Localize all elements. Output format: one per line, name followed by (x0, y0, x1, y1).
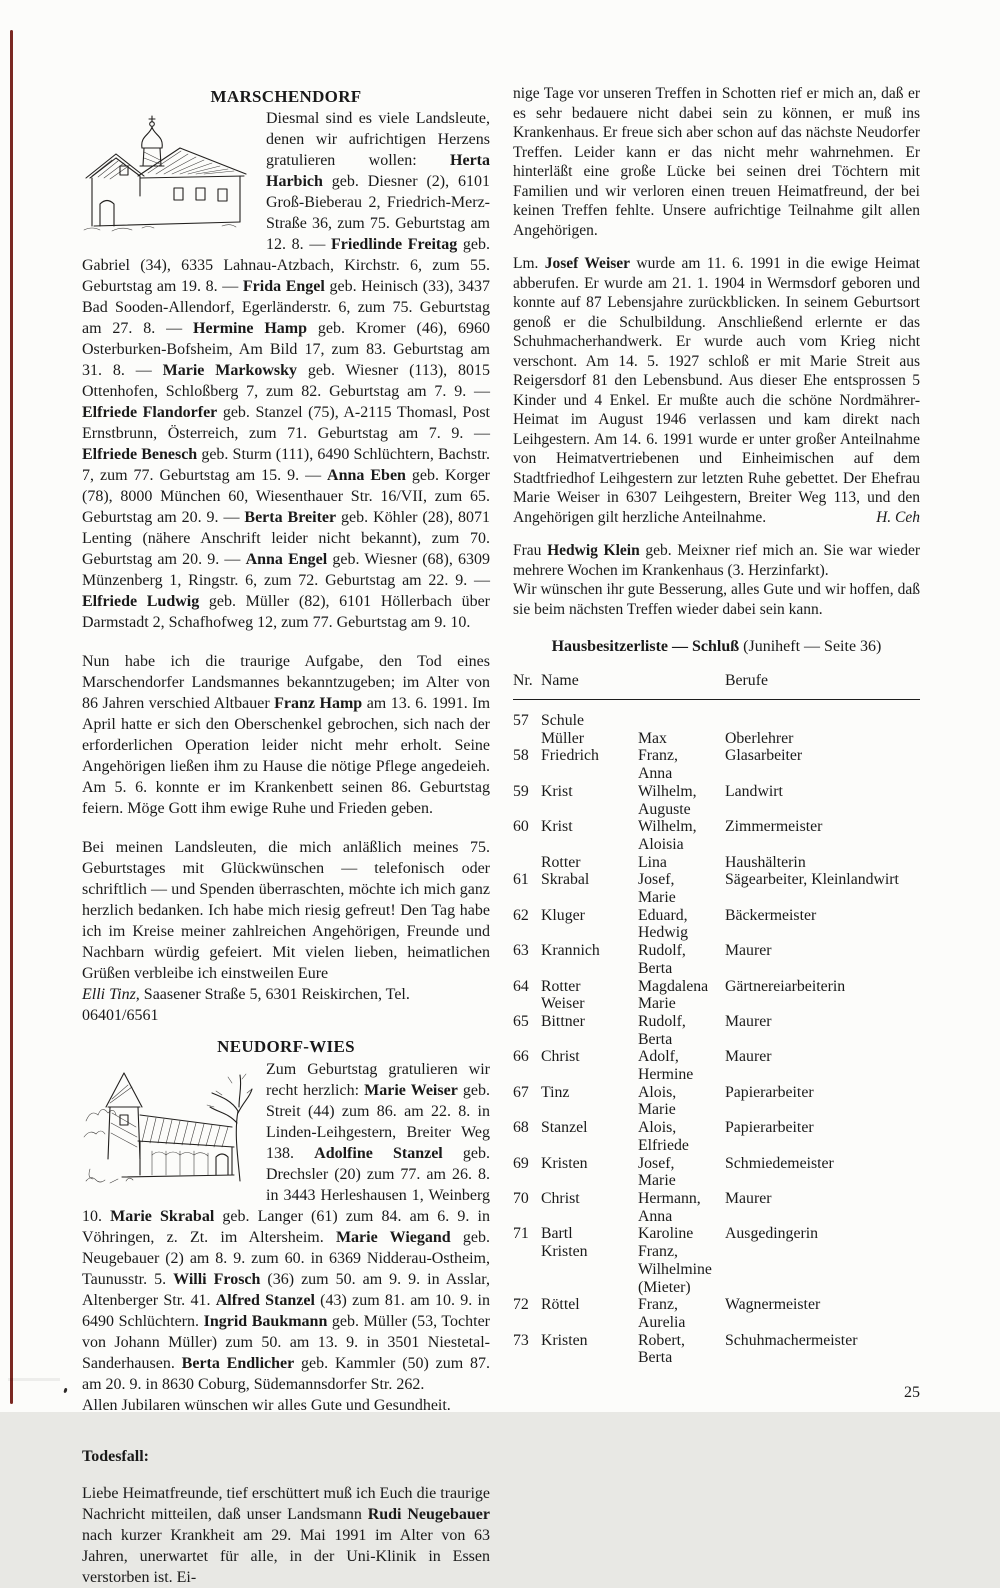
text-run: geb. Wiesner (68), 6309 Münzenberg 1, Ringstr. 6, zum 72. Geburtstag am 22. 9. — (82, 551, 491, 589)
text-run: am 13. 6. 1991. Im April hatte er sich den Oberschenkel gebrochen, sich nach der erforderlichen Operation leider nicht mehr erholt. Seine Angehörigen ließen ihm zu Hause die nötige Pflege angedeieh. Am 5. 6. konnte er im Krankenbett seinen 86. Geburtstag feiern. Möge Gott ihm ewige Ruhe und Frieden geben. (82, 695, 491, 817)
text-run: Saasener Straße 5, 6301 Reiskirchen, Tel. 06401/6561 (82, 986, 410, 1024)
josef-weiser-obituary-paragraph (513, 254, 920, 527)
house-list-row (513, 1155, 920, 1190)
house-list-cell-nr (513, 1225, 541, 1296)
cell-line: Krist (541, 818, 573, 836)
cell-line: Kristen (541, 1154, 588, 1172)
cell-line: Wilhelm, (638, 782, 697, 800)
cell-line: Adolf, (638, 1048, 679, 1066)
cell-line: Zimmermeister (725, 818, 823, 836)
cell-line: Wilhelmine (638, 1260, 712, 1278)
house-list-cell-beruf (725, 747, 920, 782)
cell-line: Maurer (725, 1048, 772, 1066)
house-list-heading (513, 637, 920, 657)
house-list-cell-name (541, 783, 638, 818)
house-list-cell-beruf (725, 730, 920, 748)
house-list-cell-nr (513, 1084, 541, 1119)
house-list-cell-nr (513, 978, 541, 1013)
bold-text-run: Hausbesitzerliste — Schluß (551, 638, 740, 655)
house-list-cell-name (541, 854, 638, 872)
cell-line (725, 712, 920, 730)
house-list-cell-nr (513, 871, 541, 906)
bold-text-run: Berta Endlicher (181, 1355, 295, 1372)
house-list-cell-nr (513, 1155, 541, 1190)
house-list-cell-name (541, 730, 638, 748)
house-list-row (513, 1296, 920, 1331)
cell-line: Kluger (541, 906, 585, 924)
cell-line: Marie (638, 889, 676, 907)
cell-line: Josef, (638, 1154, 675, 1172)
text-run: geb. Korger (78), 8000 München 60, Wiesenthauer Str. 16/VII, zum 65. Geburtstag am 20. 9. — (82, 467, 490, 526)
cell-line: 72 (513, 1296, 529, 1314)
cell-line: Röttel (541, 1296, 580, 1314)
cell-line: Krannich (541, 942, 600, 960)
house-list-cell-name (541, 818, 638, 853)
house-list-cell-name (541, 942, 638, 977)
house-list-cell-name (541, 1084, 638, 1119)
house-list-row (513, 1225, 920, 1296)
text-run: Bei meinen Landsleuten, die mich anläßlich meines 75. Geburtstages mit Glückwünschen — telefonisch oder schriftlich — und Spenden überraschten, möchte ich mich ganz herzlich bedanken. Ich habe mich riesig gefreut! Den Tag habe ich im Kreise meiner zahlreichen Angehörigen, Freunde und Nachbarn würdig gefeiert. Mit vielen lieben, heimatlichen Grüßen verbleibe ich einstweilen Eure (82, 839, 490, 982)
text-run: geb. Sturm (111), 6490 Schlüchtern, Bachstr. 7, zum 77. Geburtstag am 15. 9. — (82, 446, 491, 484)
scan-binding-edge-line (10, 30, 13, 1404)
bold-text-run: Hedwig Klein (547, 542, 640, 559)
cell-line: 63 (513, 942, 529, 960)
house-list-cell-name (541, 1048, 638, 1083)
text-run: Liebe Heimatfreunde, tief erschüttert muß ich Euch die traurige Nachricht mitteilen, daß unser Landsmann (82, 1485, 490, 1523)
house-list-cell-beruf (725, 1084, 920, 1119)
column-header-berufe: Berufe (725, 671, 768, 689)
text-run: geb. Stanzel (75), A-2115 Thomasl, Post Ernstbrunn, Österreich, zum 71. Geburtstag am 7. 9. — (82, 404, 490, 442)
house-list-rows (513, 712, 920, 1367)
bold-text-run: Adolfine Stanzel (314, 1145, 443, 1162)
text-run: geb. Müller (53, Tochter von Johann Müller) zum 50. am 13. 9. in 3501 Niestetal-Sanderhausen. (82, 1313, 490, 1372)
house-list-cell-vorname (638, 871, 725, 906)
cell-line: Ausgedingerin (725, 1225, 819, 1243)
house-list-cell-name (541, 871, 638, 906)
house-list-cell-name (541, 1332, 638, 1367)
right-column (513, 84, 920, 1403)
cell-line: Robert, (638, 1331, 685, 1349)
cell-line: 70 (513, 1189, 529, 1207)
section-title-neudorf-wies: NEUDORF-WIES (217, 1037, 355, 1056)
cell-line: Marie (638, 995, 676, 1013)
cell-line: Papierarbeiter (725, 1083, 814, 1101)
house-list-cell-name (541, 712, 638, 730)
house-list-cell-nr (513, 942, 541, 977)
cell-line: Anna (638, 765, 673, 783)
house-list-cell-vorname (638, 818, 725, 853)
house-list-cell-beruf (725, 978, 920, 1013)
house-list-cell-beruf (725, 942, 920, 977)
cell-line: Eduard, (638, 906, 688, 924)
house-list-cell-nr (513, 1332, 541, 1367)
house-list-row (513, 1048, 920, 1083)
house-list-cell-vorname (638, 978, 725, 1013)
cell-line: Franz, (638, 1243, 678, 1261)
bold-text-run: Anna Eben (327, 467, 406, 484)
text-run: geb. Langer (61) zum 84. am 6. 9. in Vöhringen, z. Zt. im Altersheim. (82, 1208, 491, 1246)
house-list-cell-vorname (638, 783, 725, 818)
page-number: 25 (904, 1384, 920, 1402)
house-list-row (513, 871, 920, 906)
cell-line: 57 (513, 712, 529, 729)
cell-line: Hermine (638, 1066, 694, 1084)
bold-text-run: Marie Wiegand (335, 1229, 451, 1246)
bold-text-run: Anna Engel (245, 551, 328, 568)
cell-line: 62 (513, 906, 529, 924)
rudi-neugebauer-obituary-paragraph (82, 1483, 490, 1588)
house-list-cell-nr (513, 730, 541, 748)
text-run: Nun habe ich die traurige Aufgabe, den Tod eines Marschendorfer Landsmannes bekanntzugeben; im Alter von 86 Jahren verschied Altbauer (82, 653, 490, 712)
cell-line: Schuhmachermeister (725, 1331, 858, 1349)
house-list-row (513, 730, 920, 748)
bold-text-run: Elfriede Flandorfer (82, 404, 218, 421)
bold-text-run: Ingrid Baukmann (203, 1313, 328, 1330)
house-list-cell-vorname (638, 942, 725, 977)
house-list-cell-beruf (725, 871, 920, 906)
bold-text-run: Frida Engel (242, 278, 325, 295)
house-list-row (513, 942, 920, 977)
cell-line: Marie (638, 1172, 676, 1190)
cell-line: 69 (513, 1154, 529, 1172)
elli-tinz-thanks-paragraph (82, 837, 490, 984)
cell-line: Maurer (725, 1012, 772, 1030)
cell-line: Stanzel (541, 1119, 588, 1137)
text-run: geb. Meixner rief mich an. Sie war wieder mehrere Wochen im Krankenhaus (3. Herzinfarkt). (513, 542, 920, 579)
cell-line: Marie (638, 1101, 676, 1119)
house-list-cell-nr (513, 818, 541, 853)
house-list-cell-nr (513, 1296, 541, 1331)
house-list-row (513, 978, 920, 1013)
text-run: geb. Müller (82), 6101 Höllerbach über Darmstadt 2, Schafhofweg 12, zum 77. Geburtstag am 9. 10. (82, 593, 491, 631)
text-run: geb. Gabriel (34), 6335 Lahnau-Atzbach, Kirchstr. 6, zum 55. Geburtstag am 19. 8. — (82, 236, 490, 295)
house-list-cell-beruf (725, 783, 920, 818)
cell-line: Haushälterin (725, 853, 806, 871)
marschendorf-birthdays-paragraph (82, 108, 490, 633)
marschendorf-church-illustration (82, 114, 252, 232)
cell-line: Schmiedemeister (725, 1154, 834, 1172)
cell-line: 60 (513, 818, 529, 836)
cell-line: Rudolf, (638, 1012, 686, 1030)
house-list-row (513, 783, 920, 818)
cell-line: Friedrich (541, 747, 599, 765)
house-list-cell-name (541, 978, 638, 1013)
text-run: geb. Köhler (28), 8071 Lenting (nähere Anschrift leider nicht bekannt), zum 70. Geburtstag am 20. 9. — (82, 509, 491, 568)
house-list-cell-vorname (638, 907, 725, 942)
bold-text-run: Elfriede Ludwig (82, 593, 200, 610)
house-list-cell-vorname (638, 712, 725, 730)
text-run: Lm. (513, 255, 545, 272)
column-header-name: Name (541, 671, 579, 689)
cell-line: Bäckermeister (725, 906, 817, 924)
house-list-cell-beruf (725, 1048, 920, 1083)
house-list-cell-nr (513, 747, 541, 782)
house-list-cell-nr (513, 783, 541, 818)
house-list-cell-vorname (638, 1225, 725, 1296)
house-list-cell-vorname (638, 854, 725, 872)
cell-line: Hedwig (638, 924, 689, 942)
house-list-cell-vorname (638, 1084, 725, 1119)
text-run: geb. Diesner (2), 6101 Groß-Bieberau 2, Friedrich-Merz-Straße 36, zum 75. Geburtstag am 12. 8. — (266, 173, 490, 253)
text-run: nach kurzer Krankheit am 29. Mai 1991 im Alter von 63 Jahren, unerwartet für alle, in der Uni-Klinik in Essen verstorben ist. Ei- (82, 1527, 490, 1586)
cell-line: Magdalena (638, 977, 709, 995)
cell-line: Franz, (638, 747, 678, 765)
italic-text-run: Elli Tinz, (82, 986, 140, 1003)
text-run: nige Tage vor unseren Treffen in Schotten rief er mich an, daß er es sehr bedauere nicht dabei sein zu können, er muß ins Krankenhaus. Er freue sich aber schon auf das nächste Neudorfer Treffen. Leider kann er das nicht mehr wahrnehmen. Er hinterläßt eine große Lücke bei seinen drei Töchtern mit Familien und wir verloren einen treuen Heimatfreund, der bei keinen Treffen fehlte. Unsere aufrichtige Teilnahme gilt allen Angehörigen. (513, 85, 920, 239)
cell-line: 71 (513, 1225, 529, 1243)
bold-text-run: Franz Hamp (274, 695, 363, 712)
house-list-cell-vorname (638, 1190, 725, 1225)
text-run: Diesmal sind es viele Landsleute, denen wir aufrichtigen Herzens gratulieren wollen: (266, 110, 490, 169)
house-list-cell-nr (513, 1190, 541, 1225)
cell-line: Hermann, (638, 1189, 701, 1207)
bold-text-run: Alfred Stanzel (215, 1292, 315, 1309)
house-list-cell-name (541, 1013, 638, 1048)
signature-text: H. Ceh (876, 508, 920, 526)
cell-line: Müller (541, 729, 584, 747)
cell-line: Elfriede (638, 1136, 689, 1154)
cell-line: 65 (513, 1012, 529, 1030)
house-list-cell-vorname (638, 747, 725, 782)
cell-line: Christ (541, 1189, 580, 1207)
left-column (82, 86, 490, 1588)
cell-line: 58 (513, 747, 529, 765)
todesfall-heading: Todesfall: (82, 1448, 149, 1465)
bold-text-run: Willi Frosch (173, 1271, 261, 1288)
cell-line: Rudolf, (638, 942, 686, 960)
cell-line: Krist (541, 782, 573, 800)
cell-line: (Mieter) (638, 1278, 691, 1296)
bold-text-run: Hermine Hamp (193, 320, 308, 337)
cell-line: Rotter (541, 853, 581, 871)
house-list-cell-beruf (725, 854, 920, 872)
house-list-cell-vorname (638, 1332, 725, 1367)
scan-smudge-mark (8, 1378, 60, 1381)
cell-line: Maurer (725, 1189, 772, 1207)
house-list-cell-vorname (638, 730, 725, 748)
cell-line: 61 (513, 871, 529, 889)
text-run: Zum Geburtstag gratulieren wir recht herzlich: (266, 1061, 490, 1099)
cell-line: Bittner (541, 1012, 585, 1030)
house-list-cell-nr (513, 907, 541, 942)
house-list-row (513, 712, 920, 730)
text-run: Wir wünschen ihr gute Besserung, alles Gute und wir hoffen, daß sie beim nächsten Treffen wieder dabei sein kann. (513, 581, 920, 618)
cell-line: Franz, (638, 1296, 678, 1314)
cell-line: Papierarbeiter (725, 1119, 814, 1137)
cell-line: Max (638, 729, 667, 747)
column-header-nr: Nr. (513, 671, 533, 689)
cell-line: Alois, (638, 1083, 677, 1101)
cell-line: Sägearbeiter, Kleinlandwirt (725, 871, 899, 889)
cell-line: Bartl (541, 1225, 573, 1243)
church-with-tree-sketch-icon (82, 1063, 254, 1191)
house-list-row (513, 747, 920, 782)
bold-text-run: Marie Weiser (364, 1082, 458, 1099)
village-church-sketch-icon (82, 114, 252, 232)
house-list-cell-nr (513, 1013, 541, 1048)
text-run: geb. Drechsler (20) zum 77. am 26. 8. in 3443 Herleshausen 1, Weinberg 10. (82, 1145, 490, 1225)
house-list-cell-name (541, 1225, 638, 1296)
cell-line (638, 712, 725, 730)
cell-line: Weiser (541, 995, 585, 1013)
house-list-row (513, 818, 920, 853)
hedwig-klein-paragraph (513, 541, 920, 619)
text-run: geb. Kromer (46), 6960 Osterburken-Bofsheim, Am Bild 17, zum 83. Geburtstag am 31. 8. — (82, 320, 491, 379)
house-list-cell-beruf (725, 907, 920, 942)
house-list-cell-beruf (725, 1225, 920, 1296)
cell-line: Alois, (638, 1119, 677, 1137)
cell-line: Tinz (541, 1083, 570, 1101)
text-run: (36) zum 50. am 9. 9. in Asslar, Altenberger Str. 41. (82, 1271, 490, 1309)
cell-line: Wagnermeister (725, 1296, 821, 1314)
cell-line: Berta (638, 959, 673, 977)
cell-line: Glasarbeiter (725, 747, 803, 765)
house-list-cell-name (541, 1190, 638, 1225)
column-header-spacer (638, 671, 725, 691)
cell-line: Anna (638, 1207, 673, 1225)
text-run: wurde am 11. 6. 1991 in die ewige Heimat abberufen. Er wurde am 21. 1. 1904 in Wermsdorf geboren und konnte auf 87 Lebensjahre zurückblicken. In seinem Geburtsort genoß er die Schulbildung. Anschließend erlernte er das Schuhmacherhandwerk. Er wurde auch vom Krieg nicht verschont. Am 14. 5. 1927 schloß er mit Marie Streit aus Reigersdorf 81 den Lebensbund. Aus dieser Ehe entsprossen 5 Kinder und 4 Enkel. Er mußte auch die schöne Nordmährer-Heimat im August 1946 verlassen und kam direkt nach Leihgestern. Am 14. 6. 1991 wurde er unter großer Anteilnahme von Heimatvertriebenen und Einheimischen auf dem Stadtfriedhof Leihgestern zur letzten Ruhe gebettet. Der Ehefrau Marie Weiser in 6307 Leihgestern, Breiter Weg 113, und den Angehörigen gilt herzliche Anteilnahme. (513, 255, 920, 526)
cell-line: Skrabal (541, 871, 590, 889)
bold-text-run: Herta Harbich (266, 152, 490, 190)
bold-text-run: Josef Weiser (544, 255, 631, 272)
text-run: geb. Streit (44) zum 86. am 22. 8. in Linden-Leihgestern, Breiter Weg 138. (266, 1082, 490, 1162)
house-list-cell-vorname (638, 1296, 725, 1331)
cell-line (513, 730, 541, 748)
cell-line: 68 (513, 1119, 529, 1137)
cell-line: Schule (541, 712, 584, 729)
bold-text-run: Rudi Neugebauer (367, 1506, 491, 1523)
bold-text-run: Friedlinde Freitag (331, 236, 458, 253)
house-list-cell-beruf (725, 1155, 920, 1190)
cell-line: 73 (513, 1331, 529, 1349)
house-list-cell-beruf (725, 1332, 920, 1367)
house-list-cell-beruf (725, 1296, 920, 1331)
bold-text-run: Marie Markowsky (162, 362, 298, 379)
cell-line: Maurer (725, 942, 772, 960)
cell-line: Berta (638, 1349, 673, 1367)
house-list-row (513, 854, 920, 872)
cell-line: Aloisia (638, 835, 684, 853)
house-list-row (513, 1119, 920, 1154)
house-list-cell-nr (513, 854, 541, 872)
cell-line (513, 854, 541, 872)
house-list-cell-vorname (638, 1155, 725, 1190)
cell-line: Landwirt (725, 782, 783, 800)
cell-line: 64 (513, 977, 529, 995)
bold-text-run: Elfriede Benesch (82, 446, 198, 463)
text-run: geb. Heinisch (33), 3437 Bad Sooden-Allendorf, Egerländerstr. 6, zum 75. Geburtstag am 27. 8. — (82, 278, 490, 337)
house-list-row (513, 1013, 920, 1048)
cell-line: Karoline (638, 1225, 694, 1243)
cell-line: Aurelia (638, 1313, 686, 1331)
cell-line: Christ (541, 1048, 580, 1066)
house-list-cell-name (541, 1296, 638, 1331)
text-run: geb. Wiesner (113), 8015 Ottenhofen, Schloßberg 7, zum 82. Geburtstag am 7. 9. — (82, 362, 491, 400)
cell-line: Josef, (638, 871, 675, 889)
house-list-cell-name (541, 747, 638, 782)
text-run: geb. Kammler (50) zum 87. am 20. 9. in 8630 Coburg, Südemannsdorfer Str. 262. (82, 1355, 491, 1393)
section-title-marschendorf: MARSCHENDORF (210, 87, 362, 106)
jubilee-wishes-line: Allen Jubilaren wünschen wir alles Gute und Gesundheit. (82, 1397, 451, 1414)
cell-line: 66 (513, 1048, 529, 1066)
scan-ink-speck (63, 1388, 67, 1394)
house-list-cell-nr (513, 1119, 541, 1154)
cell-line: Rotter (541, 977, 581, 995)
house-list-cell-name (541, 1155, 638, 1190)
house-list-cell-beruf (725, 818, 920, 853)
cell-line: Kristen (541, 1243, 588, 1261)
franz-hamp-obituary-paragraph (82, 651, 490, 819)
house-list-cell-name (541, 1119, 638, 1154)
text-run: (Juniheft — Seite 36) (739, 638, 882, 655)
cell-line: Lina (638, 853, 667, 871)
house-list-row (513, 1332, 920, 1367)
house-list-cell-nr (513, 712, 541, 730)
house-list-cell-beruf (725, 712, 920, 730)
house-list-row (513, 907, 920, 942)
cell-line: Berta (638, 1030, 673, 1048)
house-list-row (513, 1190, 920, 1225)
house-list-column-headers (513, 671, 920, 701)
continuation-paragraph (513, 84, 920, 240)
cell-line: Gärtnereiarbeiterin (725, 977, 846, 995)
house-list-cell-beruf (725, 1013, 920, 1048)
neudorf-wies-church-illustration (82, 1063, 254, 1191)
text-run: (43) zum 81. am 10. 9. in 6490 Schlüchtern. (82, 1292, 490, 1330)
house-owner-list (513, 637, 920, 1367)
house-list-cell-beruf (725, 1190, 920, 1225)
elli-tinz-signature-line (82, 984, 490, 1026)
text-run: Frau (513, 542, 548, 559)
cell-line: Kristen (541, 1331, 588, 1349)
house-list-cell-vorname (638, 1119, 725, 1154)
house-list-cell-name (541, 907, 638, 942)
bold-text-run: Berta Breiter (244, 509, 337, 526)
house-list-cell-nr (513, 1048, 541, 1083)
house-list-cell-vorname (638, 1048, 725, 1083)
cell-line: Oberlehrer (725, 729, 794, 747)
house-list-cell-beruf (725, 1119, 920, 1154)
house-list-cell-vorname (638, 1013, 725, 1048)
cell-line: Auguste (638, 800, 691, 818)
cell-line: 67 (513, 1083, 529, 1101)
bold-text-run: Marie Skrabal (110, 1208, 215, 1225)
cell-line: 59 (513, 782, 529, 800)
cell-line: Wilhelm, (638, 818, 697, 836)
house-list-row (513, 1084, 920, 1119)
text-run: geb. Neugebauer (2) am 8. 9. zum 60. in 6369 Nidderau-Ostheim, Taunusstr. 5. (82, 1229, 490, 1288)
neudorf-birthdays-paragraph (82, 1059, 490, 1395)
